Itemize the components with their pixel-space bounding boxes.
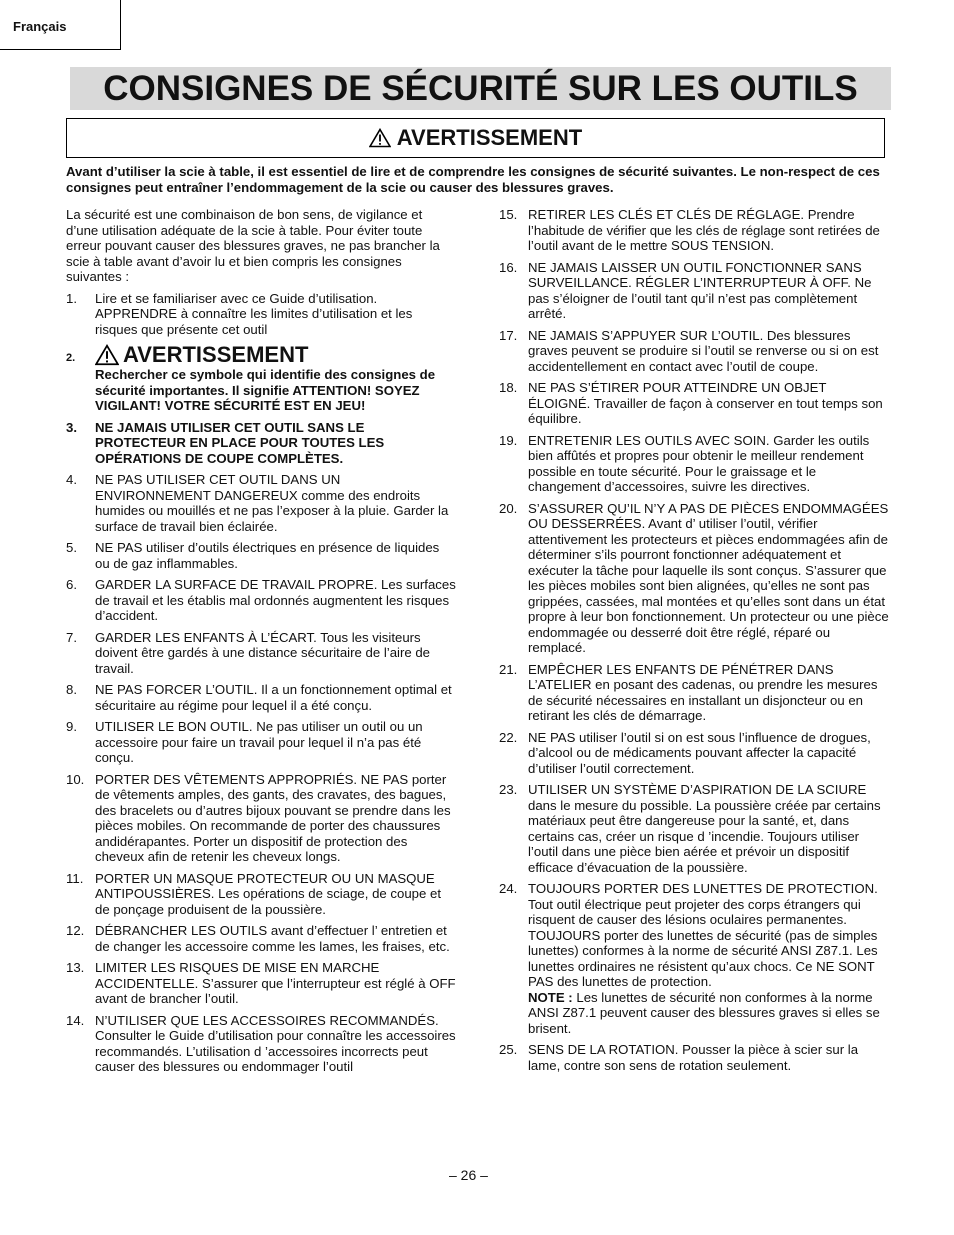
list-item — [66, 540, 456, 571]
item-number: 24. — [499, 881, 518, 896]
inline-warning-label: AVERTISSEMENT — [123, 342, 309, 368]
item-number: 11. — [66, 870, 84, 886]
warning-triangle-icon — [369, 128, 391, 148]
list-item — [66, 772, 456, 865]
item-text: S’ASSURER QU’IL N’Y A PAS DE PIÈCES ENDOMMAGÉES OU DESSERRÉES. Avant d’ utiliser l’outil, vérifier attentivement les protecteurs et pièces endommagées afin de déterminer s’ils pourront fonctionner adéquatement et exécuter la tâche pour laquelle ils sont conçus. S’assurer que les pièces mobiles sont bien alignées, qu’elles ne sont pas grippées, cassées, mal montées et qu’elles sont dans un état propre à leur bon fonctionnement. Un protecteur ou une pièce endommagée ou desserré doit être réglé, réparé ou remplacé. — [528, 500, 889, 655]
item-text: NE JAMAIS S’APPUYER SUR L’OUTIL. Des blessures graves peuvent se produire si l’outil se renverse ou si on est accidentellement en contact avec l’outil de coupe. — [528, 327, 879, 374]
list-item — [66, 871, 456, 918]
list-item — [66, 682, 456, 713]
list-item — [499, 433, 891, 495]
note-text: Les lunettes de sécurité non conformes à la norme ANSI Z87.1 peuvent causer des blessures graves si elles se brisent. — [528, 989, 880, 1036]
item-number: 5. — [66, 540, 77, 555]
item-number: 3. — [66, 419, 77, 435]
list-item-warning — [66, 343, 456, 414]
item-number: 18. — [499, 380, 518, 395]
item-number: 1. — [66, 290, 77, 306]
item-text: SENS DE LA ROTATION. Pousser la pièce à scier sur la lame, contre son sens de rotation seulement. — [528, 1042, 859, 1073]
item-text: NE PAS S’ÉTIRER POUR ATTEINDRE UN OBJET ÉLOIGNÉ. Travailler de façon à conserver en tout temps son équilibre. — [528, 380, 883, 426]
warning-triangle-icon — [95, 344, 119, 366]
item-text: RETIRER LES CLÉS ET CLÉS DE RÉGLAGE. Prendre l’habitude de vérifier que les clés de réglage sont retirées de l’outil avant de le mettre SOUS TENSION. — [528, 207, 880, 253]
item-text: LIMITER LES RISQUES DE MISE EN MARCHE ACCIDENTELLE. S’assurer que l’interrupteur est réglé à OFF avant de brancher l’outil. — [95, 960, 456, 1006]
list-item — [66, 923, 456, 954]
list-item — [66, 472, 456, 534]
page-title: CONSIGNES DE SÉCURITÉ SUR LES OUTILS — [103, 69, 858, 108]
language-tab: Français — [0, 0, 121, 50]
item-text: N’UTILISER QUE LES ACCESSOIRES RECOMMANDÉS. Consulter le Guide d’utilisation pour connaître les accessoires recommandés. L’utilisation d ’accessoires incorrects peut causer des blessures ou endommager l’outil — [95, 1012, 456, 1074]
note-label: NOTE : — [528, 989, 573, 1005]
warning-header-box — [66, 118, 885, 158]
item-number: 14. — [66, 1012, 85, 1028]
list-item — [499, 662, 891, 724]
item-note — [528, 990, 891, 1037]
inline-warning-heading — [95, 343, 456, 367]
item-text: ENTRETENIR LES OUTILS AVEC SOIN. Garder les outils bien affûtés et propres pour obtenir le meilleur rendement possible en toute sécurité. Pour le graissage et le changement d’accessoires, suivre les directives. — [528, 432, 870, 494]
list-item — [66, 420, 456, 467]
item-number: 22. — [499, 729, 518, 745]
item-text: NE JAMAIS LAISSER UN OUTIL FONCTIONNER SANS SURVEILLANCE. RÉGLER L’INTERRUPTEUR À OFF. Ne pas s’éloigner de l’outil tant qu’il n’est pas complètement arrêté. — [528, 259, 872, 321]
item-text: NE PAS FORCER L’OUTIL. Il a un fonctionnement optimal et sécuritaire au régime pour lequel il a été conçu. — [95, 682, 452, 713]
list-item — [499, 730, 891, 777]
item-number: 25. — [499, 1042, 518, 1057]
item-number: 23. — [499, 782, 518, 797]
list-item — [499, 881, 891, 1036]
right-column — [499, 207, 891, 1079]
item-number: 17. — [499, 327, 518, 343]
list-item — [499, 328, 891, 375]
item-text: EMPÊCHER LES ENFANTS DE PÉNÉTRER DANS L’ATELIER en posant des cadenas, ou prendre les mesures de sécurité nécessaires en installant un disjoncteur ou en retirant les clés de démarrage. — [528, 661, 878, 723]
item-number: 15. — [499, 207, 518, 222]
item-number: 2. — [66, 352, 76, 364]
item-text: GARDER LA SURFACE DE TRAVAIL PROPRE. Les surfaces de travail et les établis mal ordonnés augmentent les risques d’accident. — [95, 577, 456, 623]
intro-paragraph: La sécurité est une combinaison de bon sens, de vigilance et d’une utilisation adéquate de la scie à table. Pour éviter toute erreur pouvant causer des blessures graves, ne pas brancher la scie à table avant d’avoir lu et bien compris les consignes suivantes : — [66, 207, 440, 284]
item-text: DÉBRANCHER LES OUTILS avant d’effectuer l’ entretien et de changer les accessoire comme les lames, les fraises, etc. — [95, 923, 450, 954]
item-text: PORTER UN MASQUE PROTECTEUR OU UN MASQUE ANTIPOUSSIÈRES. Les opérations de sciage, de coupe et de ponçage produisent de la poussière. — [95, 870, 441, 917]
list-item — [66, 960, 456, 1007]
item-text: GARDER LES ENFANTS À L’ÉCART. Tous les visiteurs doivent être gardés à une distance sécuritaire de l’aire de travail. — [95, 629, 431, 676]
item-number: 20. — [499, 500, 518, 516]
list-item — [66, 291, 456, 338]
item-text: NE PAS UTILISER CET OUTIL DANS UN ENVIRONNEMENT DANGEREUX comme des endroits humides ou mouillés et ne pas l’exposer à la pluie. Garder la surface de travail bien éclairée. — [95, 472, 449, 534]
list-item — [66, 577, 456, 624]
item-number: 4. — [66, 472, 77, 487]
item-text: PORTER DES VÊTEMENTS APPROPRIÉS. NE PAS porter de vêtements amples, des gants, des cravates, des bagues, des bracelets ou d’autres bijoux pouvant se prendre dans les pièces mobiles. On recommande de porter des chaussures andidérapantes. Porter un dispositif de protection des cheveux afin de retenir les cheveux longs. — [95, 771, 451, 864]
item-text: NE JAMAIS UTILISER CET OUTIL SANS LE PROTECTEUR EN PLACE POUR TOUTES LES OPÉRATIONS DE COUPE COMPLÈTES. — [95, 419, 385, 466]
item-number: 12. — [66, 923, 85, 938]
warning-header-label: AVERTISSEMENT — [396, 125, 583, 151]
item-text: Rechercher ce symbole qui identifie des consignes de sécurité importantes. Il signifie ATTENTION! SOYEZ VIGILANT! VOTRE SÉCURITÉ EST EN JEU! — [95, 367, 436, 413]
intro-bold-text: Avant d’utiliser la scie à table, il est essentiel de lire et de comprendre les consignes de sécurité suivantes. Le non-respect de ces consignes peut entraîner l’endommagement de la scie ou causer des blessures graves. — [66, 164, 880, 195]
list-item — [66, 1013, 456, 1075]
page-number: – 26 – — [449, 1167, 488, 1183]
list-item — [499, 380, 891, 427]
item-text: NE PAS utiliser d’outils électriques en présence de liquides ou de gaz inflammables. — [95, 540, 440, 571]
item-text: NE PAS utiliser l’outil si on est sous l’influence de drogues, d’alcool ou de médicaments pouvant affecter la capacité d’utiliser l’outil correctement. — [528, 729, 871, 776]
item-number: 6. — [66, 577, 77, 592]
list-item — [66, 719, 456, 766]
left-column — [66, 207, 456, 1081]
item-text: UTILISER UN SYSTÈME D’ASPIRATION DE LA SCIURE dans le mesure du possible. La poussière créée par certains matériaux peut être dangereuse pour la santé, et, dans certains cas, créer un risque d ’incendie. Toujours utiliser l’outil dans une pièce bien aérée et prévoir un dispositif efficace d’évacuation de la poussière. — [528, 782, 881, 875]
item-text: UTILISER LE BON OUTIL. Ne pas utiliser un outil ou un accessoire pour faire un travail pour lequel il n’a pas été conçu. — [95, 719, 423, 765]
list-item — [499, 207, 891, 254]
list-item — [499, 501, 891, 656]
item-number: 21. — [499, 661, 518, 677]
title-banner — [70, 67, 891, 110]
item-number: 13. — [66, 960, 85, 975]
item-number: 7. — [66, 629, 77, 645]
list-item — [499, 782, 891, 875]
item-text: TOUJOURS PORTER DES LUNETTES DE PROTECTION. Tout outil électrique peut projeter des corps étrangers qui risquent de causer des lésions oculaires permanentes. TOUJOURS porter des lunettes de sécurité (pas de simples lunettes) conformes à la norme de sécurité ANSI Z87.1. Les lunettes ordinaires ne résistent qu’aux chocs. Ce NE SONT PAS des lunettes de protection. — [528, 881, 878, 989]
item-number: 16. — [499, 259, 518, 275]
list-item — [66, 630, 456, 677]
list-item — [499, 260, 891, 322]
item-text: Lire et se familiariser avec ce Guide d’utilisation. APPRENDRE à connaître les limites d’utilisation et les risques que présente cet outil — [95, 290, 413, 337]
item-number: 8. — [66, 682, 77, 697]
item-number: 19. — [499, 432, 518, 448]
item-number: 10. — [66, 771, 85, 787]
item-number: 9. — [66, 719, 77, 734]
list-item — [499, 1042, 891, 1073]
